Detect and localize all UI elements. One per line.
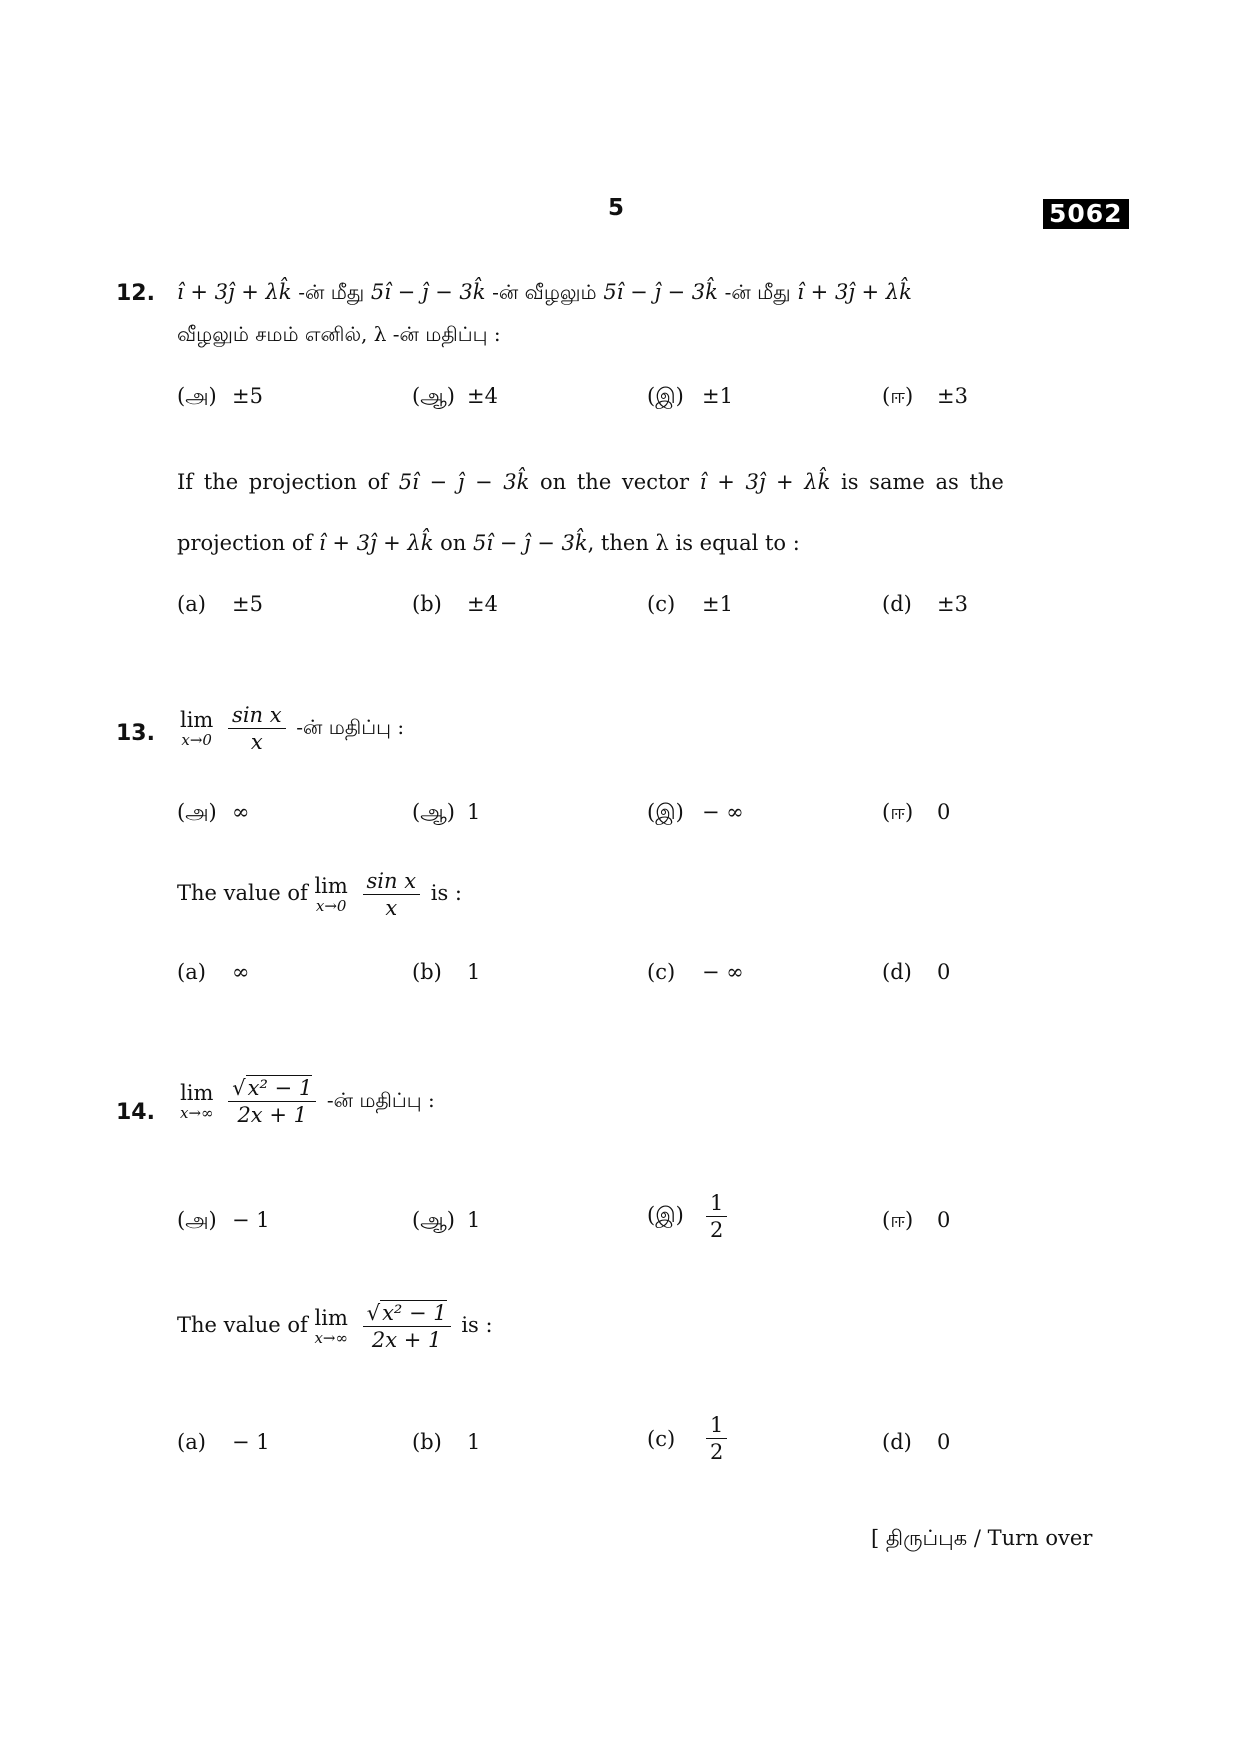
q12-tamil-line-1: î + 3ĵ + λk̂ -ன் மீது 5î − ĵ − 3k̂ -ன் வீழலும் 5î − ĵ − 3k̂ -ன் மீது î + 3ĵ + λk̂ (177, 280, 912, 304)
fraction: $\frac{\text{sin x}}{x}$ (363, 868, 421, 921)
limit-operator: lim x→∞ (314, 1305, 348, 1347)
q13-tamil-option-b: (ஆ) 1 (412, 800, 481, 824)
limit-operator: lim x→0 (180, 707, 214, 749)
question-number-12: 12. (116, 281, 155, 306)
q14-tamil-option-b: (ஆ) 1 (412, 1208, 481, 1232)
q12-tamil-option-d: (ஈ) ±3 (882, 384, 968, 408)
q13-english-option-a: (a) ∞ (177, 960, 250, 984)
fraction: $\frac{\text{√x² − 1}}{2x + 1}$ (228, 1075, 316, 1128)
fraction: $\frac{\text{sin x}}{x}$ (228, 702, 286, 755)
q14-english-expression: The value of lim x→∞ $\frac{\text{√x² − 1}}{2x + 1}$ is : (177, 1301, 493, 1352)
limit-operator: lim x→∞ (180, 1080, 214, 1122)
q12-english-option-c: (c) ±1 (647, 592, 733, 616)
q12-english-option-a: (a) ±5 (177, 592, 263, 616)
q12-tamil-option-c: (இ) ±1 (647, 384, 733, 408)
q14-english-option-b: (b) 1 (412, 1430, 481, 1454)
question-number-13: 13. (116, 721, 155, 746)
q12-english-option-d: (d) ±3 (882, 592, 968, 616)
q13-tamil-option-a: (அ) ∞ (177, 800, 250, 824)
q14-tamil-option-a: (அ) − 1 (177, 1208, 270, 1232)
q14-english-option-c: (c) $\frac{1}{2}$ (647, 1412, 731, 1465)
q12-english-option-b: (b) ±4 (412, 592, 498, 616)
q13-tamil-option-d: (ஈ) 0 (882, 800, 951, 824)
page-number: 5 (608, 195, 625, 221)
q13-english-option-b: (b) 1 (412, 960, 481, 984)
q14-tamil-option-c: (இ) $\frac{1}{2}$ (647, 1190, 731, 1243)
q14-tamil-expression: lim x→∞ $\frac{\text{√x² − 1}}{2x + 1}$ -ன் மதிப்பு : (180, 1076, 435, 1127)
q12-english-line-2: projection of î + 3ĵ + λk̂ on 5î − ĵ − 3k̂, then λ is equal to : (177, 531, 800, 555)
paper-code-badge: 5062 (1043, 199, 1129, 229)
question-number-14: 14. (116, 1100, 155, 1125)
q13-english-option-c: (c) − ∞ (647, 960, 744, 984)
fraction-half: $\frac{1}{2}$ (706, 1412, 727, 1465)
q12-tamil-line-2: வீழலும் சமம் எனில், λ -ன் மதிப்பு : (177, 322, 501, 346)
q13-english-option-d: (d) 0 (882, 960, 951, 984)
q12-tamil-option-a: (அ) ±5 (177, 384, 263, 408)
fraction: $\frac{\text{√x² − 1}}{2x + 1}$ (363, 1300, 451, 1353)
limit-operator: lim x→0 (314, 873, 348, 915)
fraction-half: $\frac{1}{2}$ (706, 1190, 727, 1243)
turn-over-note: [ திருப்புக / Turn over (871, 1526, 1093, 1550)
q14-english-option-d: (d) 0 (882, 1430, 951, 1454)
q13-english-expression: The value of lim x→0 $\frac{\text{sin x}}{x}$ is : (177, 869, 462, 920)
q12-english-line-1: If the projection of 5î − ĵ − 3k̂ on the vector î + 3ĵ + λk̂ is same as the (177, 470, 1004, 494)
q12-tamil-option-b: (ஆ) ±4 (412, 384, 498, 408)
q14-english-option-a: (a) − 1 (177, 1430, 270, 1454)
q14-tamil-option-d: (ஈ) 0 (882, 1208, 951, 1232)
q13-tamil-option-c: (இ) − ∞ (647, 800, 744, 824)
q13-tamil-expression: lim x→0 $\frac{\text{sin x}}{x}$ -ன் மதிப்பு : (180, 703, 405, 754)
